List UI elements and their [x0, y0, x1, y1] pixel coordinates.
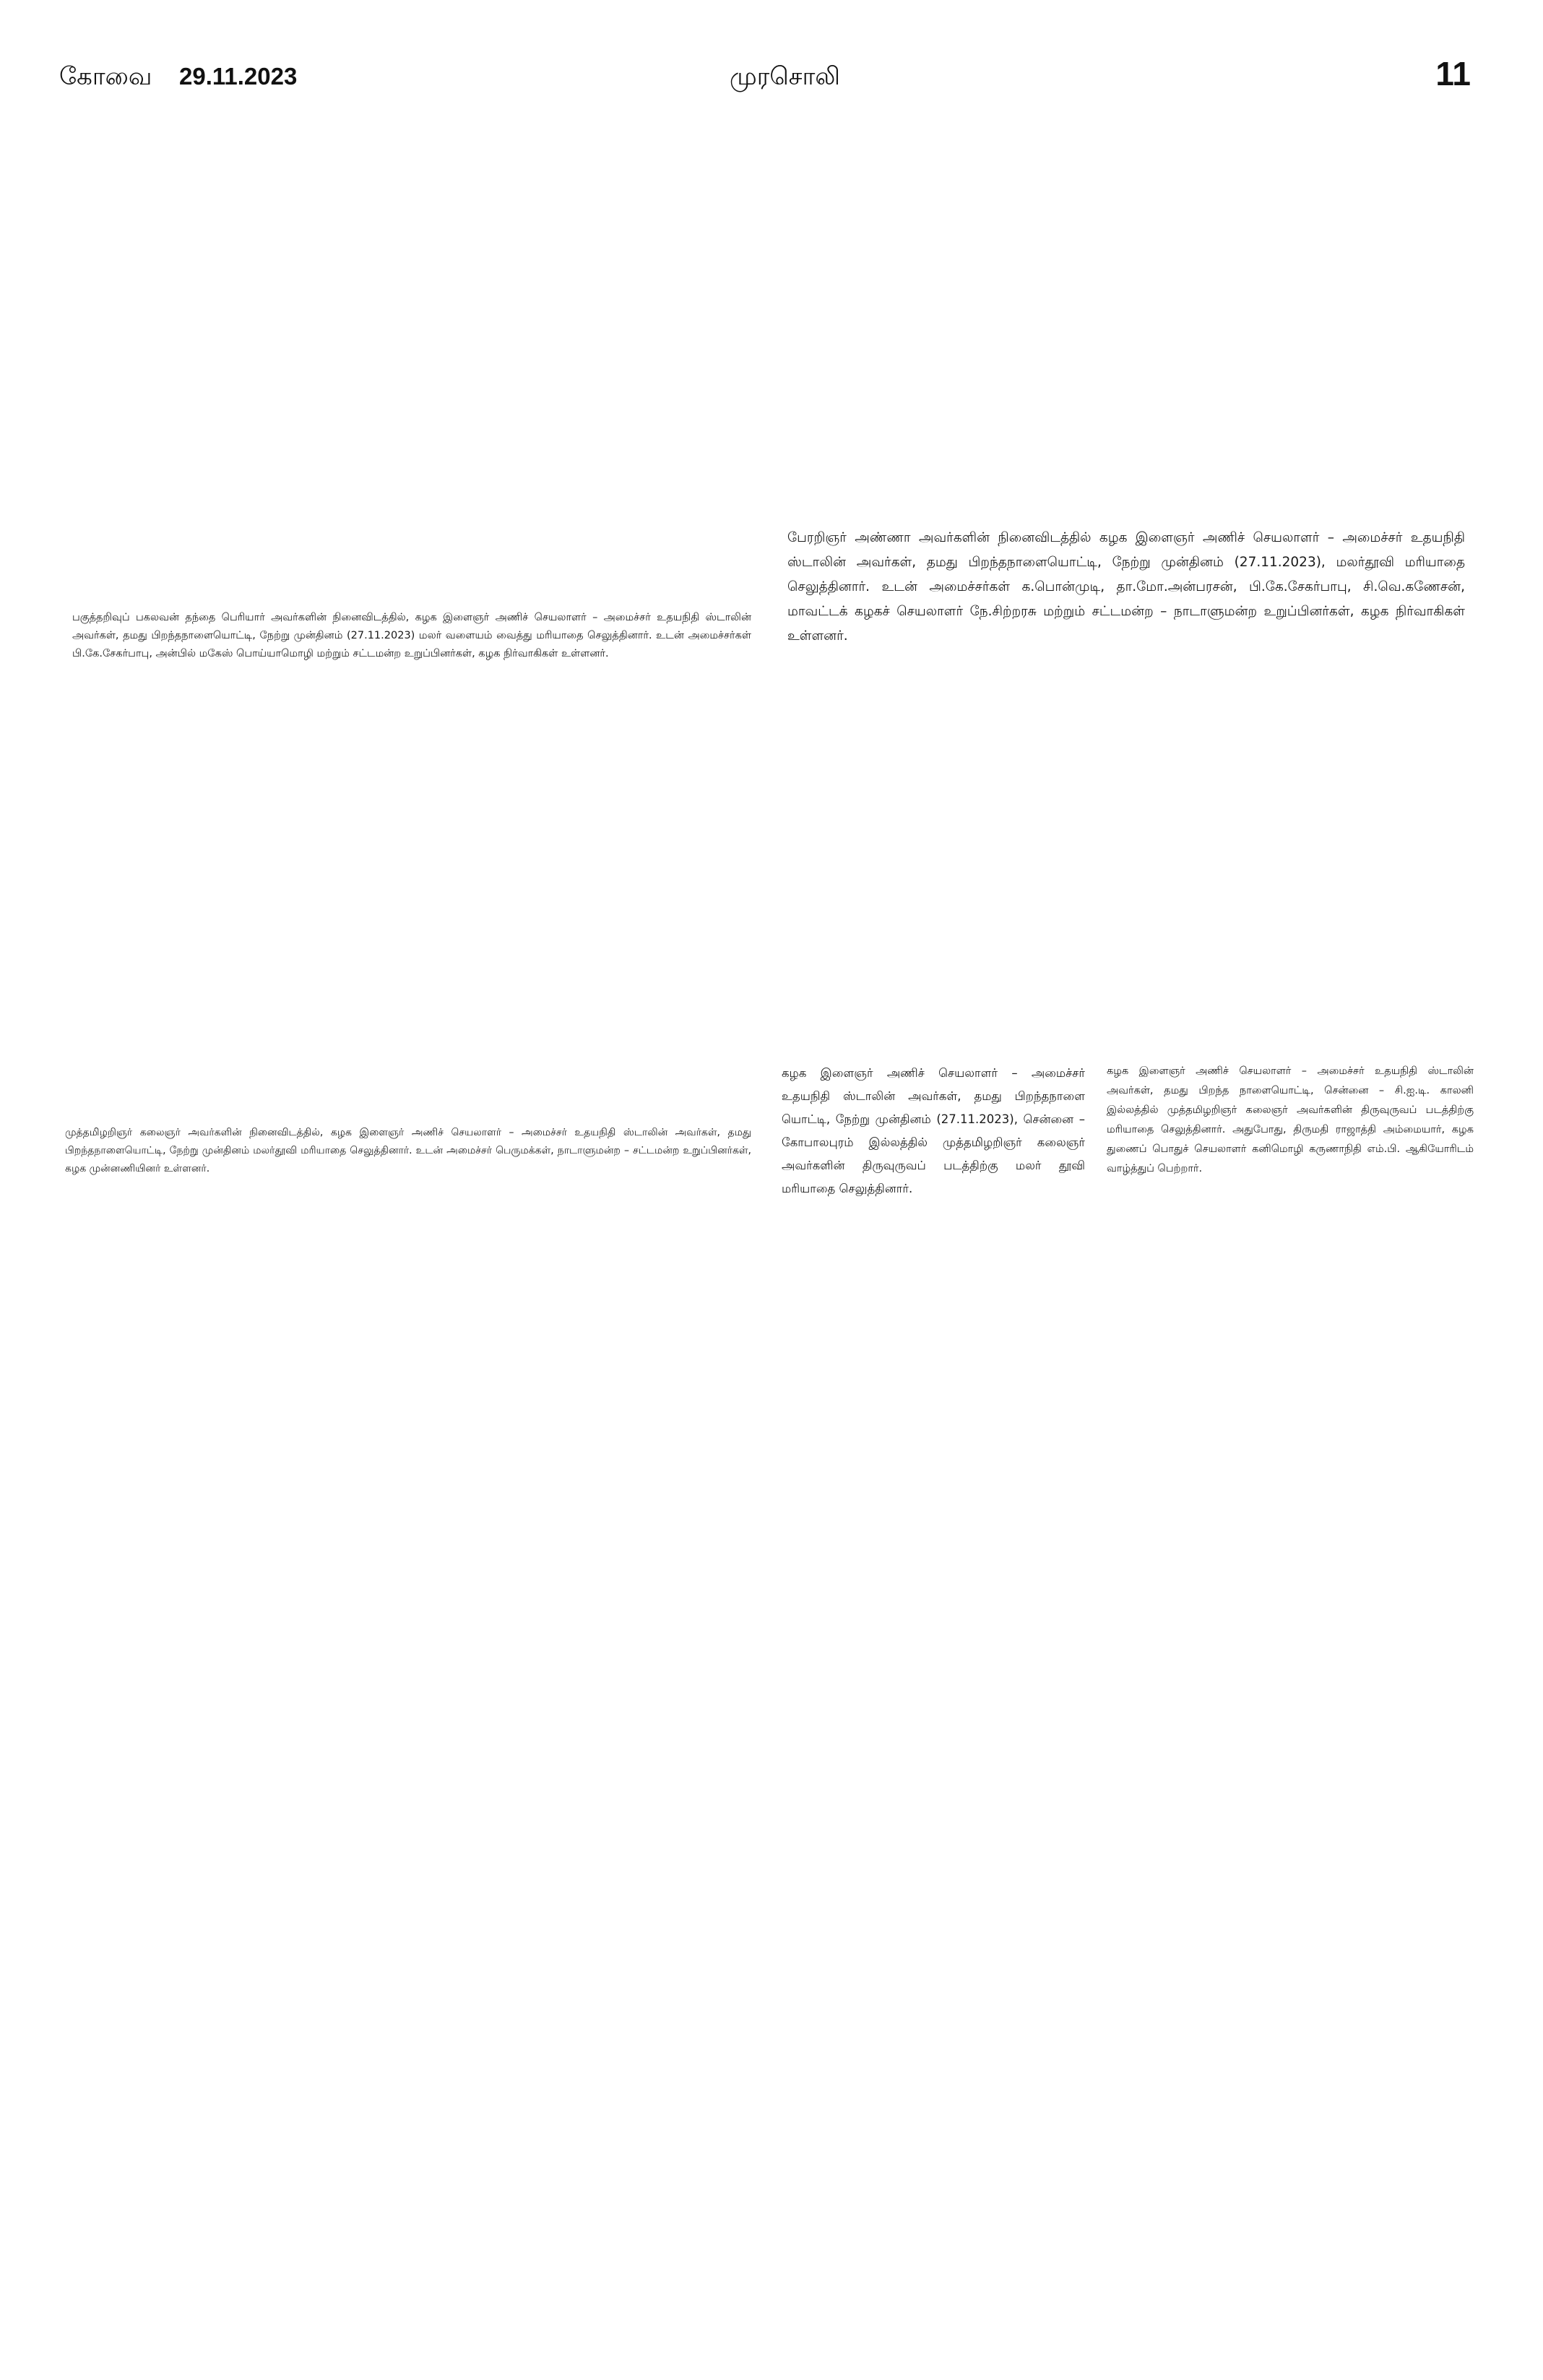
caption-anna-memorial: பேரறிஞர் அண்ணா அவர்களின் நினைவிடத்தில் கழக இளைஞர் அணிச் செயலாளர் – அமைச்சர் உதயநிதி ஸ்டாலின் அவர்கள், தமது பிறந்தநாளையொட்டி, நேற்று முன்தினம் (27.11.2023), மலர்தூவி மரியாதை செலுத்தினார். உடன் அமைச்சர்கள் க.பொன்முடி, தா.மோ.அன்பரசன், பி.கே.சேகர்பாபு, சி.வெ.கணேசன், மாவட்டக் கழகச் செயலாளர் நே.சிற்றரசு மற்றும் சட்டமன்ற – நாடாளுமன்ற உறுப்பினர்கள், கழக நிர்வாகிகள் உள்ளனர்.	[787, 530, 1465, 644]
caption-periyar-memorial: பகுத்தறிவுப் பகலவன் தந்தை பெரியார் அவர்களின் நினைவிடத்தில், கழக இளைஞர் அணிச் செயலாளர் – அமைச்சர் உதயநிதி ஸ்டாலின் அவர்கள், தமது பிறந்தநாளையொட்டி, நேற்று முன்தினம் (27.11.2023) மலர் வளையம் வைத்து மரியாதை செலுத்தினார். உடன் அமைச்சர்கள் பி.கே.சேகர்பாபு, அன்பில் மகேஸ் பொய்யாமொழி மற்றும் சட்டமன்ற உறுப்பினர்கள், கழக நிர்வாகிகள் உள்ளனர்.	[72, 612, 751, 659]
caption-kalaignar-memorial: முத்தமிழறிஞர் கலைஞர் அவர்களின் நினைவிடத்தில், கழக இளைஞர் அணிச் செயலாளர் – அமைச்சர் உதயநிதி ஸ்டாலின் அவர்கள், தமது பிறந்தநாளையொட்டி, நேற்று முன்தினம் மலர்தூவி மரியாதை செலுத்தினார். உடன் அமைச்சர் பெருமக்கள், நாடாளுமன்ற – சட்டமன்ற உறுப்பினர்கள், கழக முன்னணியினர் உள்ளனர்.	[65, 1127, 751, 1174]
caption-cit-colony-residence: கழக இளைஞர் அணிச் செயலாளர் – அமைச்சர் உதயநிதி ஸ்டாலின் அவர்கள், தமது பிறந்த நாளையொட்டி, சென்னை – சி.ஐ.டி. காலனி இல்லத்தில் முத்தமிழறிஞர் கலைஞர் அவர்களின் திருவுருவப் படத்திற்கு மரியாதை செலுத்தினார். அதுபோது, திருமதி ராஜாத்தி அம்மையார், கழக துணைப் பொதுச் செயலாளர் கனிமொழி கருணாநிதி எம்.பி. ஆகியோரிடம் வாழ்த்துப் பெற்றார்.	[1107, 1065, 1474, 1174]
caption-gopalapuram-residence: கழக இளைஞர் அணிச் செயலாளர் – அமைச்சர் உதயநிதி ஸ்டாலின் அவர்கள், தமது பிறந்தநாளை யொட்டி, நேற்று முன்தினம் (27.11.2023), சென்னை – கோபாலபுரம் இல்லத்தில் முத்தமிழறிஞர் கலைஞர் அவர்களின் திருவுருவப் படத்திற்கு மலர் தூவி மரியாதை செலுத்தினார்.	[782, 1066, 1085, 1195]
publication-date: 29.11.2023	[179, 63, 298, 90]
newspaper-name: முரசொலி	[730, 62, 840, 91]
page-number: 11	[1435, 55, 1471, 92]
edition-label: கோவை	[59, 62, 152, 91]
